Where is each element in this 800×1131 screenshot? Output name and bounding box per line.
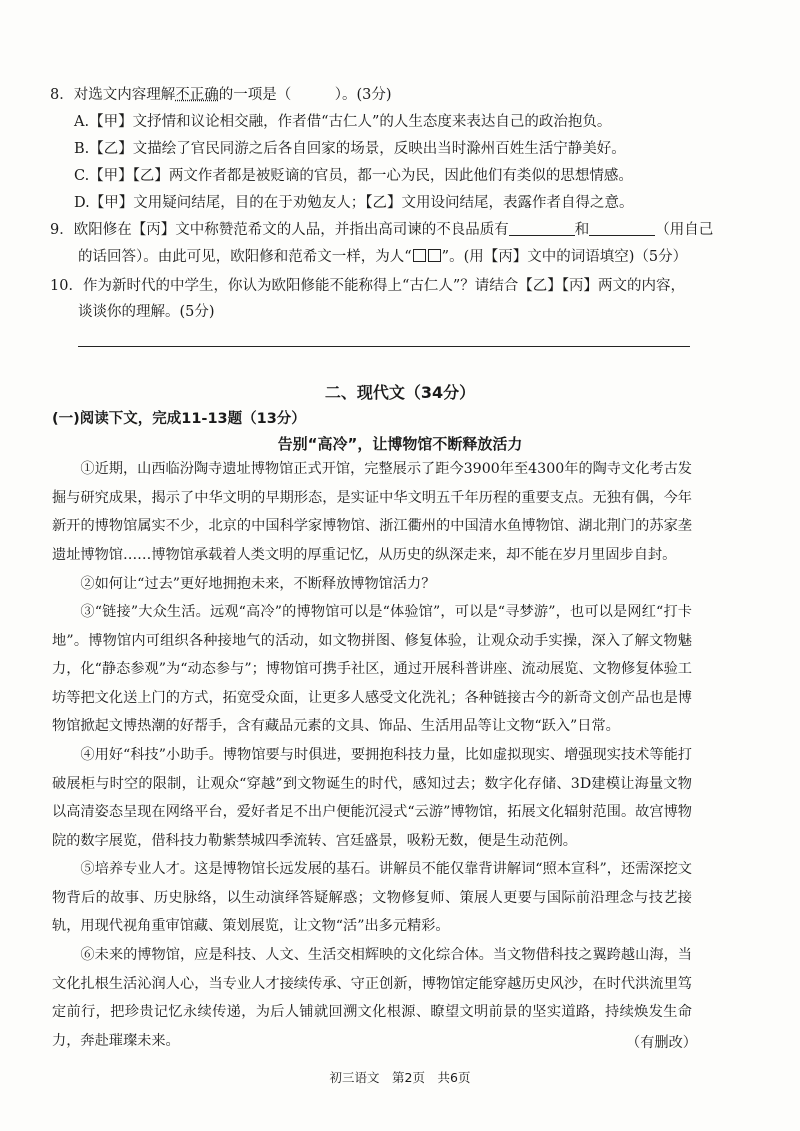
q8-stem-emphasis: 不正确 <box>175 87 219 103</box>
question-9-line-2 <box>78 248 687 266</box>
q8-stem-pre: 8．对选文内容理解 <box>50 87 176 103</box>
q9-text-2: 和 <box>574 222 590 238</box>
article-paragraph-4: ④用好“科技”小助手。博物馆要与时俱进，要拥抱科技力量，比如虚拟现实、增强现实技术等能打破展柜与时空的限制，让观众“穿越”到文物诞生的时代，感知过去；数字化存储、3D建模让海量文物以高清姿态呈现在网络平台，爱好者足不出户便能沉浸式“云游”博物馆，拓展文化辐射范围。故宫博物院的数字展览，借科技力勒紫禁城四季流转、宫廷盛景，吸粉无数，便是生动范例。 <box>52 747 692 849</box>
section-title: 二、现代文（34分） <box>324 383 476 402</box>
q8-stem-post: 的一项是（ ）。(3分) <box>218 87 392 103</box>
q9-text-4: 的话回答）。由此可见，欧阳修和范希文一样，为人“ <box>78 249 412 265</box>
answer-line[interactable] <box>78 346 690 347</box>
q9-blank-2[interactable] <box>589 221 655 236</box>
edit-note: （有删改） <box>626 1035 697 1051</box>
q9-answer-box-2[interactable] <box>428 249 441 262</box>
q8-option-b: B.【乙】文描绘了官民同游之后各自回家的场景，反映出当时滁州百姓生活宁静美好。 <box>74 141 626 157</box>
article-paragraph-1: ①近期，山西临汾陶寺遗址博物馆正式开馆，完整展示了距今3900年至4300年的陶寺文化考古发掘与研究成果，揭示了中华文明的早期形态，是实证中华文明五千年历程的重要支点。无独有偶，今年新开的博物馆属实不少，北京的中国科学家博物馆、浙江衢州的中国清水鱼博物馆、湖北荆门的苏家垄遗址博物馆……博物馆承载着人类文明的厚重记忆，从历史的纵深走来，却不能在岁月里固步自封。 <box>52 461 692 563</box>
q8-option-d: D.【甲】文用疑问结尾，目的在于劝勉友人；【乙】文用设问结尾，表露作者自得之意。 <box>74 195 634 211</box>
question-8-stem <box>50 86 392 104</box>
q9-text-1: 9．欧阳修在【丙】文中称赞范希文的人品，并指出高司谏的不良品质有 <box>50 222 509 238</box>
article-paragraph-6: ⑥未来的博物馆，应是科技、人文、生活交相辉映的文化综合体。当文物借科技之翼跨越山海，当文化扎根生活沁润人心，当专业人才接续传承、守正创新，博物馆定能穿越历史风沙，在时代洪流里笃定前行，把珍贵记忆永续传递，为后人铺就回溯文化根源、瞭望文明前景的坚实道路，持续焕发生命力，奔赴璀璨未来。 <box>52 947 692 1049</box>
q9-text-3: （用自己 <box>655 222 714 238</box>
q9-text-5: ”。(用【丙】文中的词语填空)（5分） <box>441 249 688 265</box>
q9-answer-box-1[interactable] <box>413 249 426 262</box>
q9-blank-1[interactable] <box>509 221 575 236</box>
article-title: 告别“高冷”，让博物馆不断释放活力 <box>277 435 523 453</box>
q8-option-c: C.【甲】【乙】两文作者都是被贬谪的官员，都一心为民，因此他们有类似的思想情感。 <box>74 168 633 184</box>
article-paragraph-2: ②如何让“过去”更好地拥抱未来，不断释放博物馆活力？ <box>80 576 436 592</box>
q8-option-a: A.【甲】文抒情和议论相交融，作者借“古仁人”的人生态度来表达自己的政治抱负。 <box>74 114 612 130</box>
question-9-line-1 <box>50 221 713 239</box>
question-10-line-1: 10．作为新时代的中学生，你认为欧阳修能不能称得上“古仁人”？请结合【乙】【丙】两文的内容， <box>50 278 686 294</box>
page-footer: 初三语文 第2页 共6页 <box>329 1070 471 1085</box>
article-paragraph-5: ⑤培养专业人才。这是博物馆长远发展的基石。讲解员不能仅靠背讲解词“照本宣科”，还需深挖文物背后的故事、历史脉络，以生动演绎答疑解惑；文物修复师、策展人更要与国际前沿理念与技艺接轨，用现代视角重审馆藏、策划展览，让文物“活”出多元精彩。 <box>52 861 692 935</box>
section-subtitle: (一)阅读下文，完成11-13题（13分） <box>52 411 306 427</box>
question-10-line-2: 谈谈你的理解。(5分) <box>78 304 215 320</box>
article-paragraph-3: ③“链接”大众生活。远观“高冷”的博物馆可以是“体验馆”，可以是“寻梦游”，也可以是网红“打卡地”。博物馆内可组织各种接地气的活动，如文物拼图、修复体验，让观众动手实操，深入了解文物魅力，化“静态参观”为“动态参与”；博物馆可携手社区，通过开展科普讲座、流动展览、文物修复体验工坊等把文化送上门的方式，拓宽受众面，让更多人感受文化洗礼；各种链接古今的新奇文创产品也是博物馆掀起文博热潮的好帮手，含有藏品元素的文具、饰品、生活用品等让文物“跃入”日常。 <box>52 604 692 735</box>
